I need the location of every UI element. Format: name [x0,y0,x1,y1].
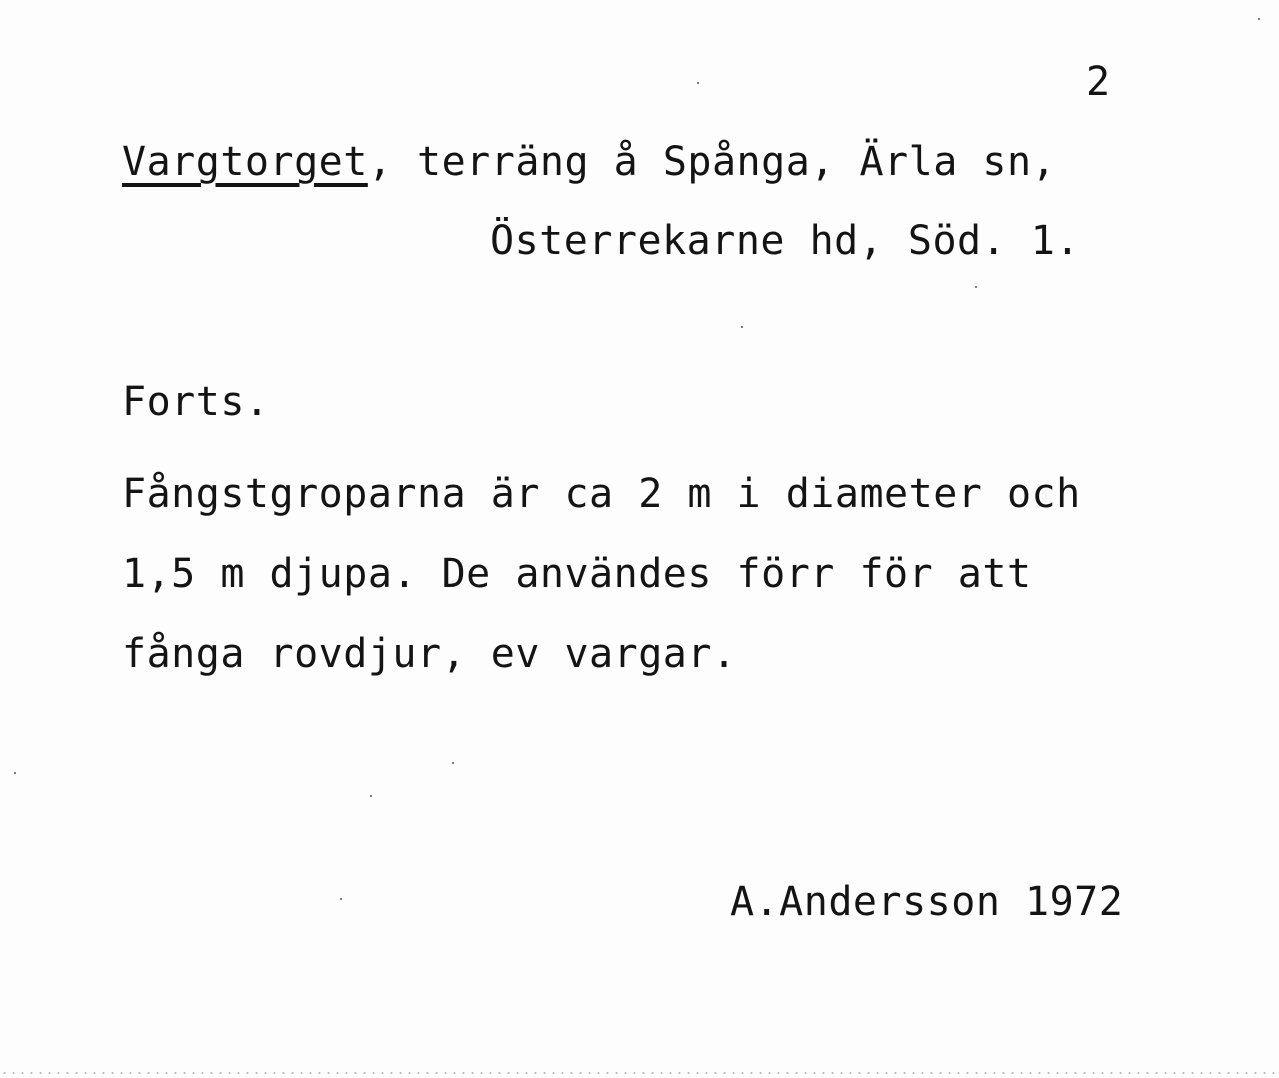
scan-speck [340,898,342,900]
scan-speck [452,762,454,764]
body-text-line: fånga rovdjur, ev vargar. [122,631,737,677]
place-name: Vargtorget [122,139,368,185]
location-line: Österrekarne hd, Söd. 1. [490,218,1080,264]
scan-speck [975,286,977,288]
scan-edge-dots [0,1072,1279,1074]
body-text-line: 1,5 m djupa. De användes förr för att [122,551,1032,597]
heading-description: , terräng å Spånga, Ärla sn, [367,139,1057,185]
continuation-label: Forts. [122,379,270,425]
scan-speck [14,772,16,774]
signature: A.Andersson 1972 [730,879,1124,925]
scan-speck [697,82,699,84]
page-number: 2 [1086,59,1111,105]
scan-speck [370,795,372,797]
scan-speck [741,326,743,328]
heading-line [122,138,1056,186]
scan-speck [1258,18,1260,20]
body-text-line: Fångstgroparna är ca 2 m i diameter och [122,471,1081,517]
